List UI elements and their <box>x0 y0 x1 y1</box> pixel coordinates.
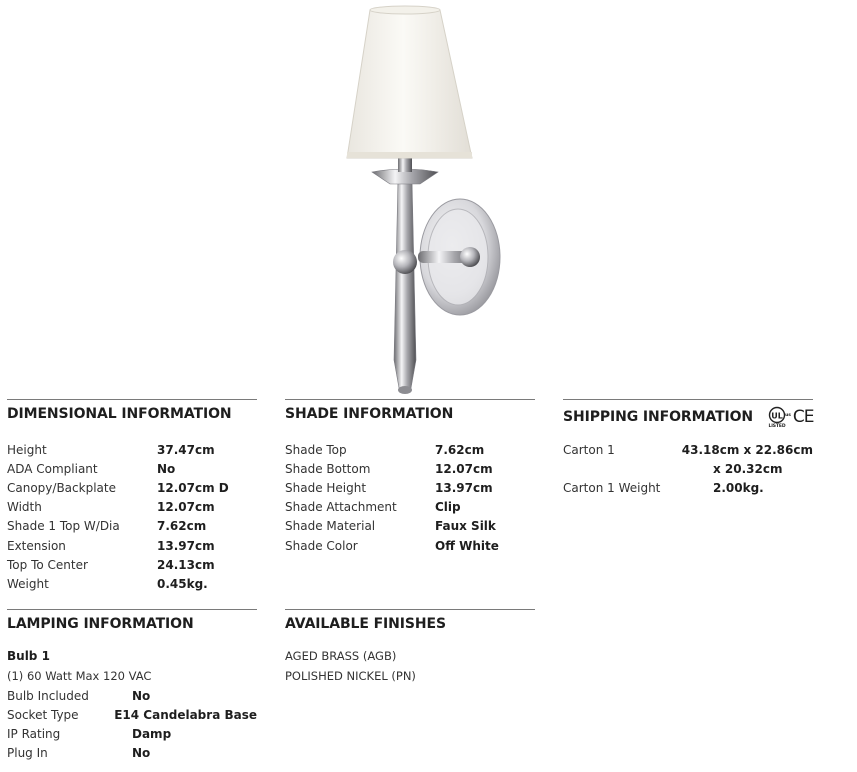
svg-text:LISTED: LISTED <box>768 424 786 428</box>
spec-row: ADA Compliant No <box>7 461 176 476</box>
finishes-section <box>285 609 535 686</box>
ul-listed-icon <box>766 406 792 428</box>
spec-row-continuation: x 20.32cm <box>713 461 783 476</box>
spec-row: Extension 13.97cm <box>7 538 215 553</box>
shade-table <box>285 440 535 555</box>
spec-row: Plug In No <box>7 746 151 761</box>
spec-row: Width 12.07cm <box>7 500 215 515</box>
spec-row: Shade Attachment Clip <box>285 500 461 515</box>
shipping-section <box>563 399 813 498</box>
product-image <box>340 0 510 396</box>
spec-row: Shade Color Off White <box>285 538 499 553</box>
lamping-title: LAMPING INFORMATION <box>7 616 194 632</box>
wall-sconce-illustration <box>340 0 510 396</box>
lamping-table <box>7 646 257 763</box>
bulb-title: Bulb 1 <box>7 649 50 663</box>
shipping-title: SHIPPING INFORMATION <box>563 409 754 425</box>
spec-row: Socket Type E14 Candelabra Base <box>7 707 257 722</box>
shade-title: SHADE INFORMATION <box>285 406 454 422</box>
lamping-section <box>7 609 257 763</box>
shipping-table <box>563 440 813 498</box>
spec-row: Shade Material Faux Silk <box>285 519 496 534</box>
spec-row: Weight 0.45kg. <box>7 576 208 591</box>
svg-text:UL: UL <box>771 411 783 421</box>
bulb-description: (1) 60 Watt Max 120 VAC <box>7 669 152 683</box>
spec-row: Top To Center 24.13cm <box>7 557 215 572</box>
finishes-list <box>285 646 535 686</box>
spec-row: Shade Top 7.62cm <box>285 442 485 457</box>
dimensional-section <box>7 399 257 594</box>
spec-row: Shade Height 13.97cm <box>285 480 493 495</box>
dimensional-title: DIMENSIONAL INFORMATION <box>7 406 232 422</box>
shipping-title-row <box>563 406 813 428</box>
spec-row: Shade Bottom 12.07cm <box>285 461 493 476</box>
ce-mark-icon: CE <box>792 407 814 427</box>
finishes-title: AVAILABLE FINISHES <box>285 616 446 632</box>
certification-marks <box>766 406 814 428</box>
shade-section <box>285 399 535 555</box>
spec-row: Carton 1 43.18cm x 22.86cm <box>563 442 813 457</box>
spec-row: Shade 1 Top W/Dia 7.62cm <box>7 519 207 534</box>
spec-row: IP Rating Damp <box>7 726 172 741</box>
finish-item: POLISHED NICKEL (PN) <box>285 669 416 683</box>
spec-row: Carton 1 Weight 2.00kg. <box>563 480 764 495</box>
spec-row: Height 37.47cm <box>7 442 215 457</box>
finish-item: AGED BRASS (AGB) <box>285 649 397 663</box>
spec-row: Bulb Included No <box>7 688 151 703</box>
svg-text:us: us <box>785 413 791 418</box>
dimensional-table <box>7 440 257 594</box>
spec-row: Canopy/Backplate 12.07cm D <box>7 480 229 495</box>
